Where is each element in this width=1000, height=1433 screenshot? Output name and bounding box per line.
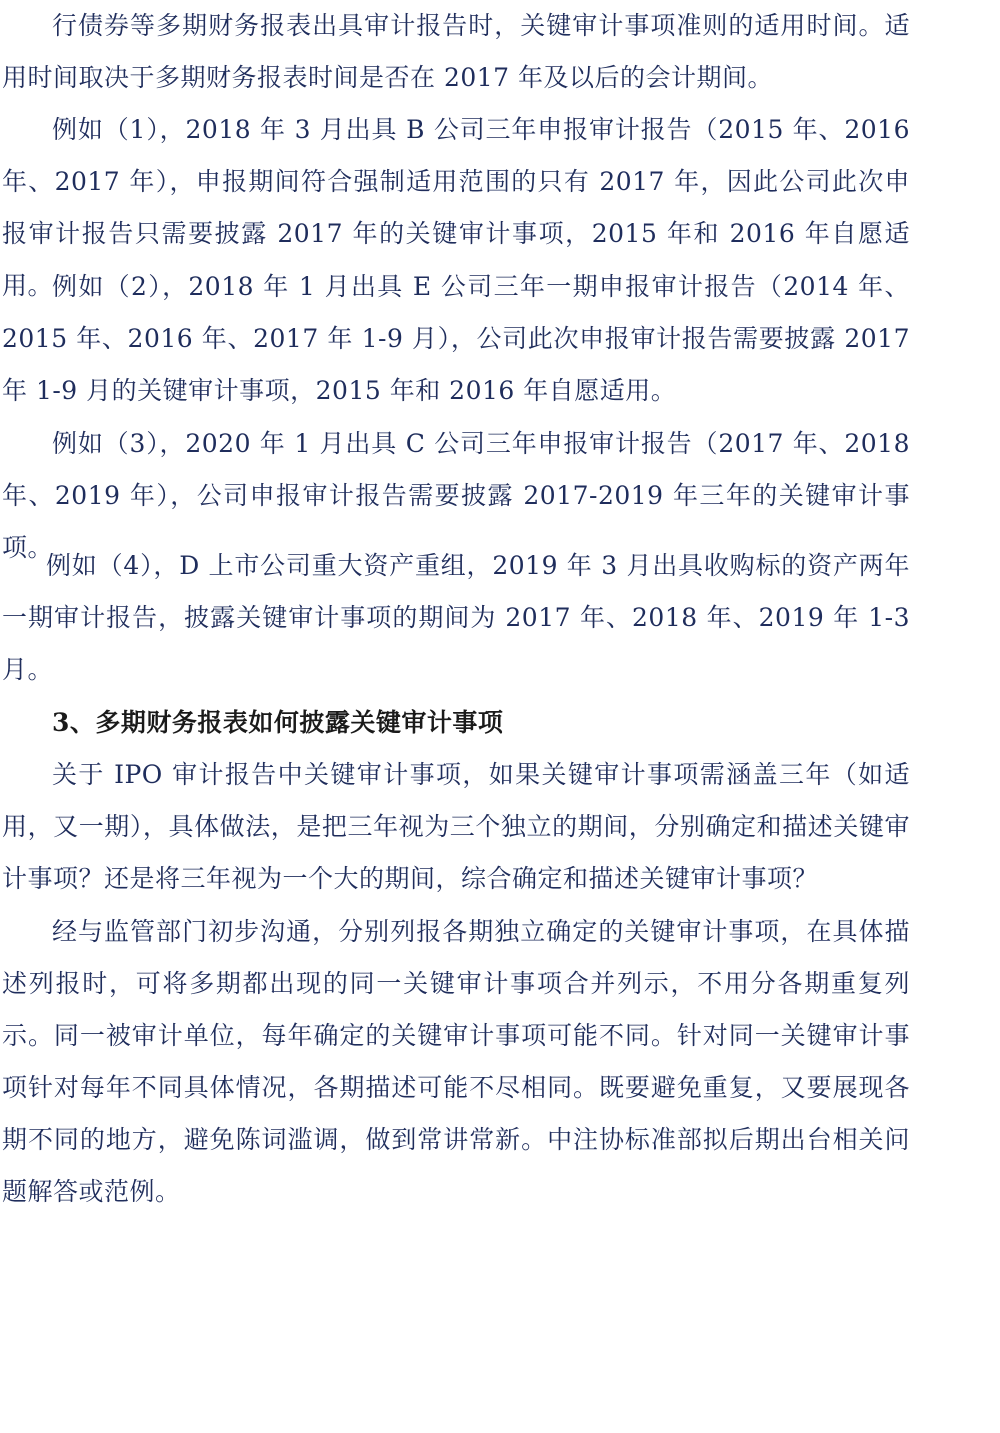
paragraph-example-4: 例如（4），D 上市公司重大资产重组，2019 年 3 月出具收购标的资产两年一期审计报告，披露关键审计事项的期间为 2017 年、2018 年、2019 年 1-3 月。 [2,551,910,684]
section-3-paragraph-answer: 经与监管部门初步沟通，分别列报各期独立确定的关键审计事项，在具体描述列报时，可将多期都出现的同一关键审计事项合并列示，不用分各期重复列示。同一被审计单位，每年确定的关键审计事项可能不同。针对同一关键审计事项针对每年不同具体情况，各期描述可能不尽相同。既要避免重复，又要展现各期不同的地方，避免陈词滥调，做到常讲常新。中注协标准部拟后期出台相关问题解答或范例。 [2,917,910,1206]
paragraph-applicability-period: 行债券等多期财务报表出具审计报告时，关键审计事项准则的适用时间。适用时间取决于多期财务报表时间是否在 2017 年及以后的会计期间。 [2,11,910,92]
section-3-heading: 3、多期财务报表如何披露关键审计事项 [52,708,504,737]
section-3-paragraph-question: 关于 IPO 审计报告中关键审计事项，如果关键审计事项需涵盖三年（如适用，又一期），具体做法，是把三年视为三个独立的期间，分别确定和描述关键审计事项？还是将三年视为一个大的期间，综合确定和描述关键审计事项？ [2,760,910,893]
paragraph-example-3: 例如（3），2020 年 1 月出具 C 公司三年申报审计报告（2017 年、2018 年、2019 年），公司申报审计报告需要披露 2017-2019 年三年的关键审计事项。 [2,429,910,562]
paragraph-example-1: 例如（1），2018 年 3 月出具 B 公司三年申报审计报告（2015 年、2016 年、2017 年），申报期间符合强制适用范围的只有 2017 年，因此公司此次申报审计报告只需要披露 2017 年的关键审计事项，2015 年和 2016 年自愿适用。 [2,115,910,300]
paragraph-example-2: 例如（2），2018 年 1 月出具 E 公司三年一期申报审计报告（2014 年、2015 年、2016 年、2017 年 1-9 月），公司此次申报审计报告需要披露 2017 年 1-9 月的关键审计事项，2015 年和 2016 年自愿适用。 [2,272,910,405]
